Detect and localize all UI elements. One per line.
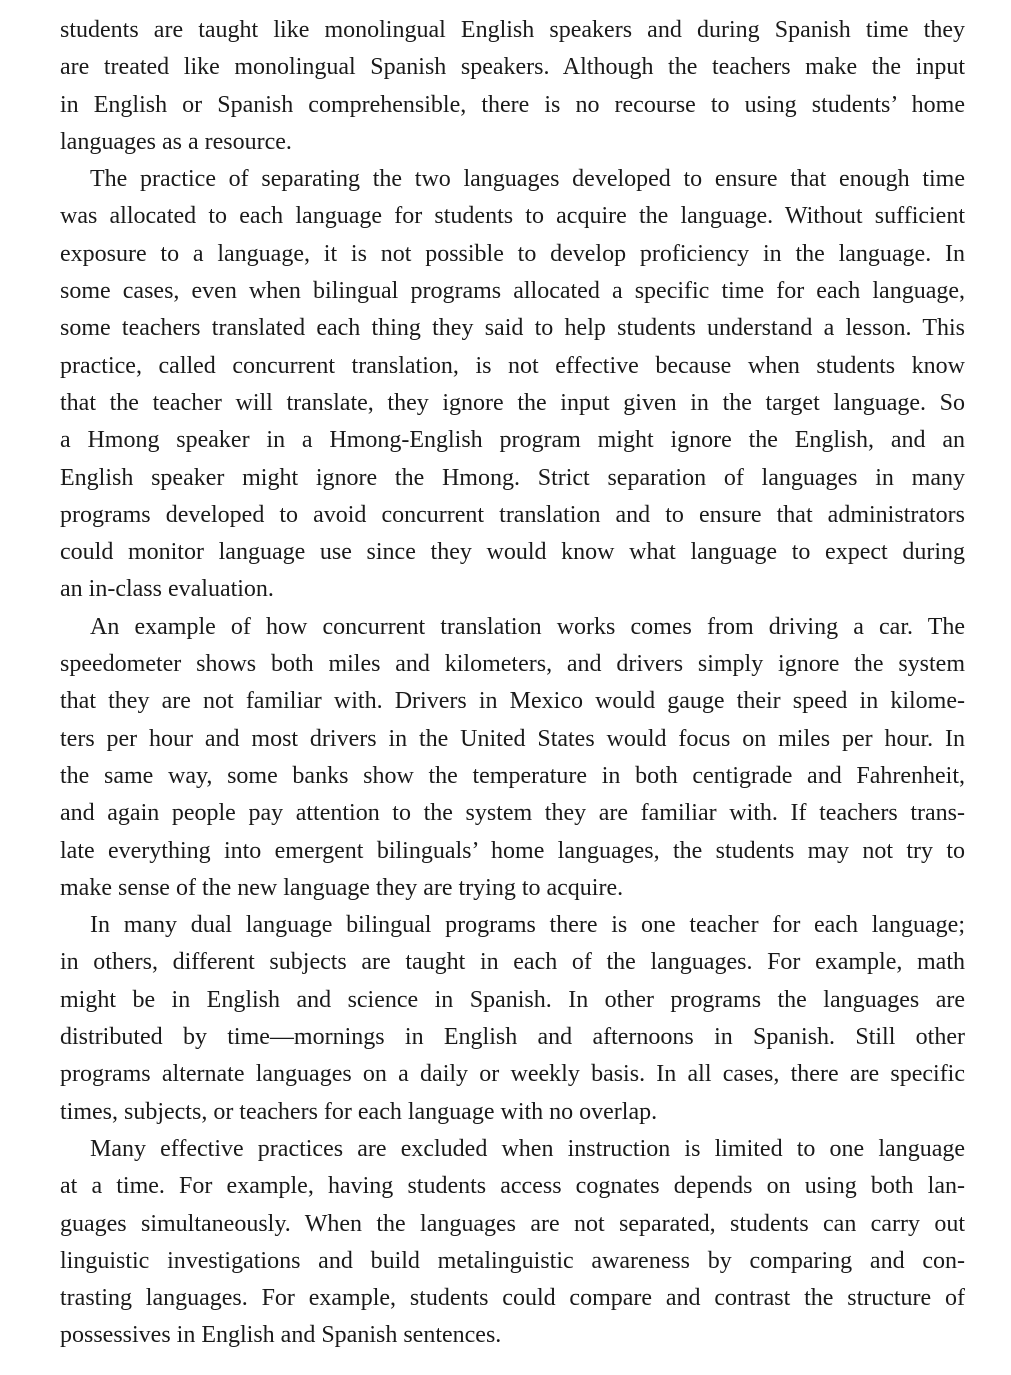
- text-line: distributed by time—mornings in English and afternoons in Spanish. Still other: [60, 1024, 965, 1051]
- text-line: programs developed to avoid concurrent translation and to ensure that administrators: [60, 501, 965, 528]
- text-line: could monitor language use since they would know what language to expect during: [60, 539, 965, 566]
- paragraph: [60, 12, 965, 161]
- text-line: that the teacher will translate, they ignore the input given in the target language. So: [60, 389, 965, 416]
- text-line: ters per hour and most drivers in the United States would focus on miles per hour. In: [60, 725, 965, 752]
- text-line: An example of how concurrent translation works comes from driving a car. The: [90, 613, 965, 640]
- text-line: in English or Spanish comprehensible, there is no recourse to using students’ home: [60, 91, 965, 118]
- paragraph: [60, 907, 965, 1131]
- text-line: Many effective practices are excluded when instruction is limited to one language: [90, 1135, 965, 1162]
- document-body: [60, 12, 965, 1355]
- text-line: practice, called concurrent translation, is not effective because when students know: [60, 352, 965, 379]
- text-line: possessives in English and Spanish sentences.: [60, 1322, 502, 1349]
- text-line: trasting languages. For example, students could compare and contrast the structure of: [60, 1285, 965, 1312]
- text-line: exposure to a language, it is not possible to develop proficiency in the language. In: [60, 240, 965, 267]
- text-line: linguistic investigations and build metalinguistic awareness by comparing and con-: [60, 1247, 965, 1274]
- text-line: in others, different subjects are taught in each of the languages. For example, math: [60, 949, 965, 976]
- paragraph: [60, 1131, 965, 1355]
- text-line: The practice of separating the two languages developed to ensure that enough time: [90, 166, 965, 193]
- text-line: speedometer shows both miles and kilometers, and drivers simply ignore the system: [60, 651, 965, 678]
- text-line: some teachers translated each thing they said to help students understand a lesson. This: [60, 315, 965, 342]
- text-line: a Hmong speaker in a Hmong-English program might ignore the English, and an: [60, 427, 965, 454]
- text-line: guages simultaneously. When the languages are not separated, students can carry out: [60, 1210, 965, 1237]
- text-line: that they are not familiar with. Drivers in Mexico would gauge their speed in kilome-: [60, 688, 965, 715]
- text-line: In many dual language bilingual programs there is one teacher for each language;: [90, 912, 965, 939]
- text-line: programs alternate languages on a daily or weekly basis. In all cases, there are specific: [60, 1061, 965, 1088]
- text-line: the same way, some banks show the temperature in both centigrade and Fahrenheit,: [60, 762, 965, 789]
- text-line: English speaker might ignore the Hmong. Strict separation of languages in many: [60, 464, 965, 491]
- text-line: some cases, even when bilingual programs allocated a specific time for each language,: [60, 278, 965, 305]
- text-line: languages as a resource.: [60, 128, 292, 155]
- text-line: are treated like monolingual Spanish speakers. Although the teachers make the input: [60, 54, 965, 81]
- text-line: at a time. For example, having students access cognates depends on using both lan-: [60, 1173, 965, 1200]
- text-line: times, subjects, or teachers for each language with no overlap.: [60, 1098, 658, 1125]
- text-line: students are taught like monolingual English speakers and during Spanish time they: [60, 17, 965, 43]
- text-line: late everything into emergent bilinguals’ home languages, the students may not try to: [60, 837, 965, 864]
- text-line: might be in English and science in Spanish. In other programs the languages are: [60, 986, 965, 1013]
- text-line: was allocated to each language for students to acquire the language. Without sufficient: [60, 203, 965, 230]
- text-line: an in-class evaluation.: [60, 576, 274, 603]
- paragraph: [60, 609, 965, 907]
- text-line: and again people pay attention to the system they are familiar with. If teachers trans-: [60, 800, 965, 827]
- paragraph: [60, 161, 965, 609]
- text-line: make sense of the new language they are trying to acquire.: [60, 874, 624, 901]
